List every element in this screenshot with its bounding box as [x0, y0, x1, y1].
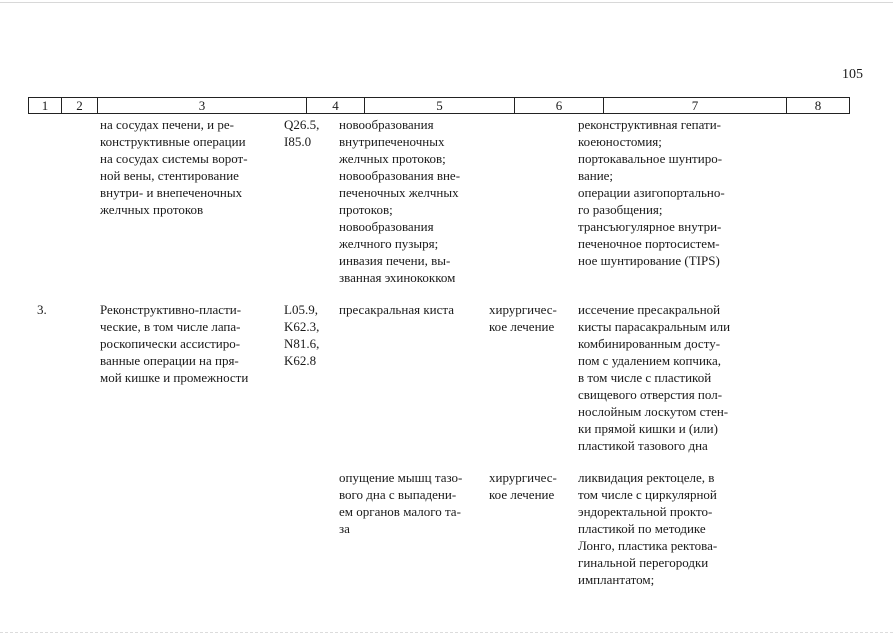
header-cell-6: 6	[515, 98, 604, 113]
row3-number: 3.	[37, 302, 47, 317]
cont-row-col3: на сосудах печени, и ре- конструктивные операции на сосудах системы ворот- ной вены, стентирование внутри- и внепеченочных желчных протоков	[100, 117, 248, 217]
table-header-row	[28, 97, 850, 114]
header-cell-2: 2	[62, 98, 98, 113]
header-cell-8: 8	[814, 98, 822, 113]
cont-row-col4: Q26.5, I85.0	[284, 117, 320, 149]
header-cell-3: 3	[98, 98, 307, 113]
scan-top-edge	[0, 2, 893, 3]
page-number: 105	[842, 67, 863, 82]
header-cell-5: 5	[365, 98, 515, 113]
row3-item2-col6: хирургичес- кое лечение	[489, 470, 557, 502]
row3-col4: L05.9, K62.3, N81.6, K62.8	[284, 302, 320, 368]
cont-row-col5: новообразования внутрипеченочных желчных протоков; новообразования вне- печеночных желчных протоков; новообразования желчного пузыря; инвазия печени, вы- званная эхинококком	[339, 117, 461, 285]
header-cell-1: 1	[29, 98, 62, 113]
row3-item2-col5: опущение мышц тазо- вого дна с выпадени- ем органов малого та- за	[339, 470, 463, 536]
scan-bottom-edge	[0, 632, 893, 633]
row3-item1-col5: пресакральная киста	[339, 302, 454, 317]
row3-col3: Реконструктивно-пласти- ческие, в том числе лапа- роскопически ассистиро- ванные операции на пря- мой кишке и промежности	[100, 302, 249, 385]
row3-item1-col7: иссечение пресакральной кисты парасакральным или комбинированным досту- пом с удалением копчика, в том числе с пластикой свищевого отверстия пол- нослойным лоскутом стен- ки прямой кишки и (или) пластикой тазового дна	[578, 302, 731, 453]
header-cell-4: 4	[307, 98, 365, 113]
row3-item2-col7: ликвидация ректоцеле, в том числе с циркулярной эндоректальной прокто- пластикой по методике Лонго, пластика ректова- гинальной перегородки имплантатом;	[578, 470, 718, 587]
cont-row-col7: реконструктивная гепати- коеюностомия; портокавальное шунтиро- вание; операции азигопортально- го разобщения; трансъюгулярное внутри- печеночное портосистем- ное шунтирование (TIPS)	[578, 117, 725, 268]
header-cell-7: 7	[604, 98, 787, 113]
row3-item1-col6: хирургичес- кое лечение	[489, 302, 557, 334]
